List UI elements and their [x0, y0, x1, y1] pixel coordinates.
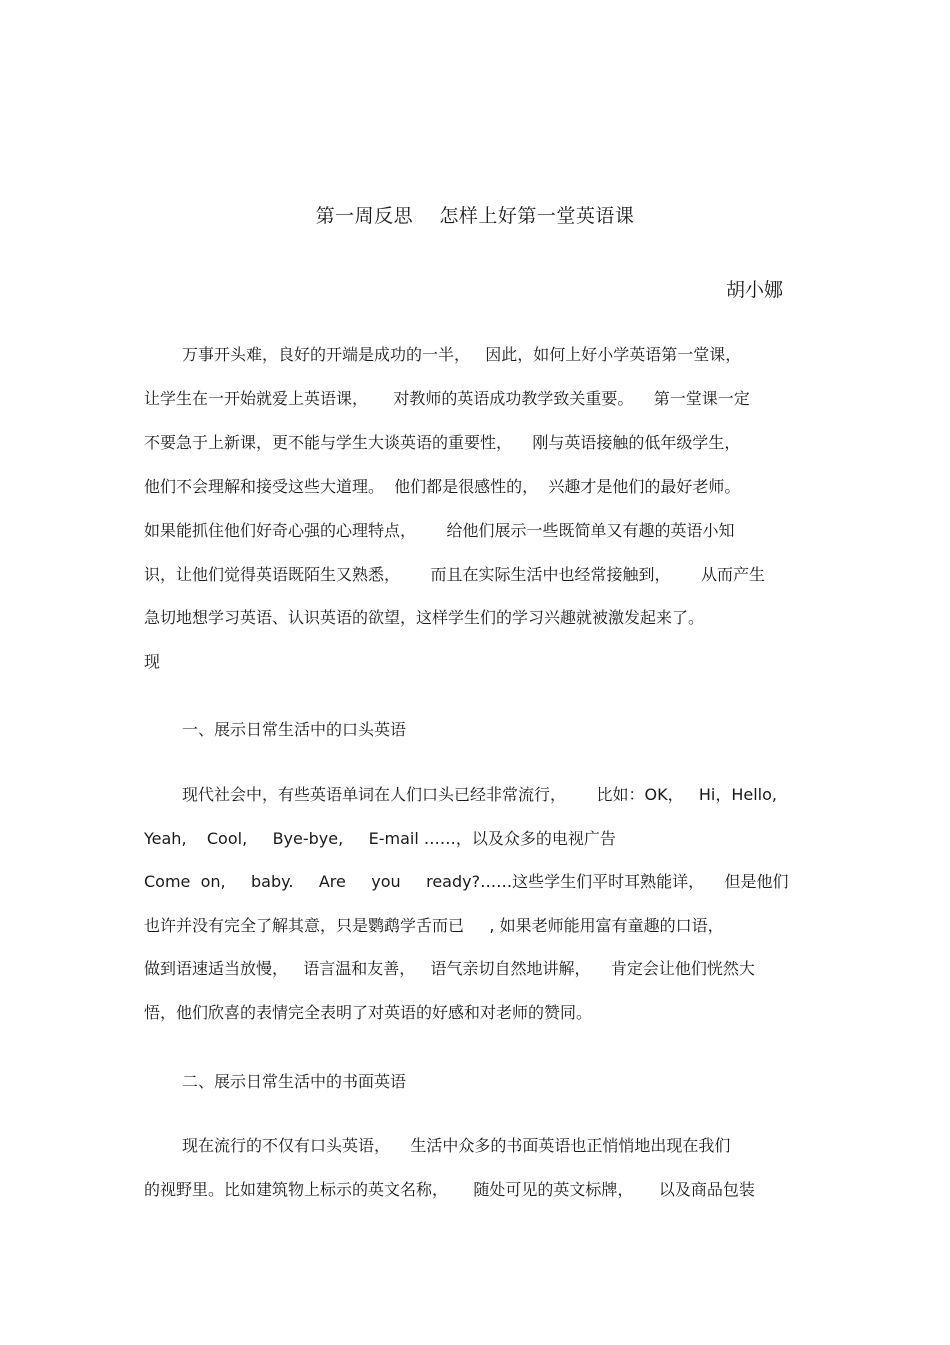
paragraph-line: 做到语速适当放慢， 语言温和友善， 语气亲切自然地讲解， 肯定会让他们恍然大	[144, 959, 755, 978]
paragraph-line: 他们不会理解和接受这些大道理。 他们都是很感性的， 兴趣才是他们的最好老师。	[144, 477, 741, 496]
paragraph-line: 万事开头难，良好的开端是成功的一半， 因此，如何上好小学英语第一堂课，	[182, 345, 742, 364]
paragraph-line: 悟，他们欣喜的表情完全表明了对英语的好感和对老师的赞同。	[144, 1003, 593, 1022]
paragraph-line: 急切地想学习英语、认识英语的欲望，这样学生们的学习兴趣就被激发起来了。	[144, 608, 705, 627]
paragraph-line: 现代社会中，有些英语单词在人们口头已经非常流行， 比如：OK， Hi，Hello,	[182, 785, 777, 804]
author-name: 胡小娜	[726, 279, 784, 301]
document-title: 第一周反思 怎样上好第一堂英语课	[315, 205, 635, 227]
paragraph-line: 不要急于上新课，更不能与学生大谈英语的重要性， 刚与英语接触的低年级学生，	[144, 433, 741, 452]
paragraph-line: 识，让他们觉得英语既陌生又熟悉， 而且在实际生活中也经常接触到， 从而产生	[144, 565, 766, 584]
paragraph-line: 现在流行的不仅有口头英语， 生活中众多的书面英语也正悄悄地出现在我们	[182, 1136, 731, 1155]
paragraph-line: 的视野里。比如建筑物上标示的英文名称， 随处可见的英文标牌， 以及商品包装	[144, 1180, 755, 1199]
paragraph-line: 如果能抓住他们好奇心强的心理特点， 给他们展示一些既简单又有趣的英语小知	[144, 521, 735, 540]
paragraph-line: Come on, baby. Are you ready?……这些学生们平时耳熟能详， 但是他们	[144, 872, 789, 891]
paragraph-line: 也许并没有完全了解其意，只是鹦鹉学舌而已 , 如果老师能用富有童趣的口语，	[144, 916, 724, 935]
paragraph-line: 现	[144, 652, 161, 671]
section-heading-2: 二、展示日常生活中的书面英语	[182, 1072, 407, 1091]
paragraph-line: Yeah, Cool, Bye-bye, E-mail ……，以及众多的电视广告	[144, 829, 616, 848]
section-heading-1: 一、展示日常生活中的口头英语	[182, 720, 407, 739]
paragraph-line: 让学生在一开始就爱上英语课， 对教师的英语成功教学致关重要。 第一堂课一定	[144, 389, 750, 408]
